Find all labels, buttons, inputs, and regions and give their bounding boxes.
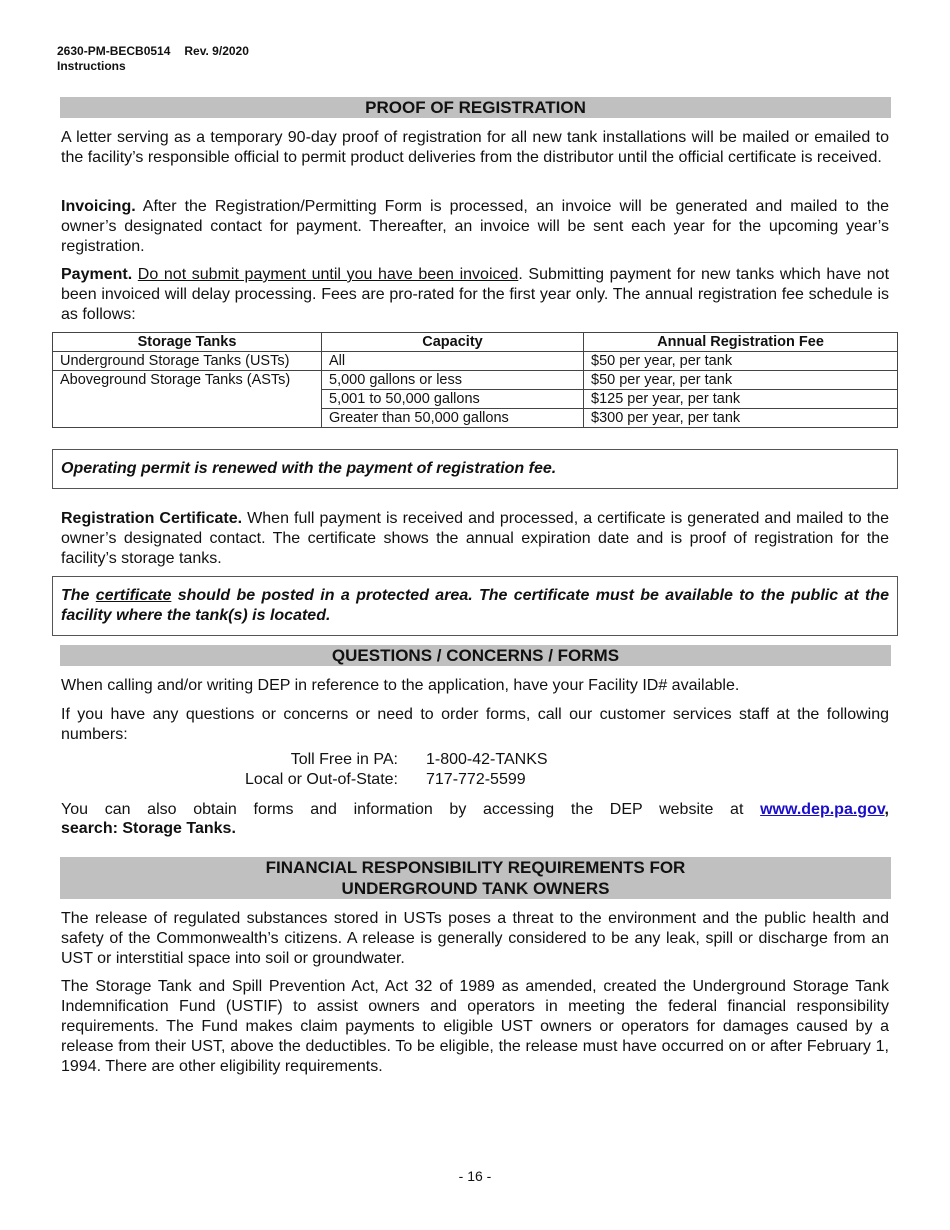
certificate-label: Registration Certificate. <box>61 510 243 527</box>
website-search-hint: search: Storage Tanks. <box>61 820 236 837</box>
website-pre: You can also obtain forms and information by accessing the DEP website at <box>61 801 761 818</box>
document-header <box>57 44 249 74</box>
ustif-paragraph: The Storage Tank and Spill Prevention Act, Act 32 of 1989 as amended, created the Underground Storage Tank Indemnification Fund (USTIF) to assist owners and operators in meeting the federal financial responsibility requirements. The Fund makes claim payments to eligible UST owners or operators for damages caused by a release from their UST, above the deductibles. To be eligible, the release must have occurred on or after February 1, 1994. There are other eligibility requirements. <box>61 978 889 1075</box>
section-title-line1: FINANCIAL RESPONSIBILITY REQUIREMENTS FOR <box>265 858 686 877</box>
facility-id-paragraph: When calling and/or writing DEP in reference to the application, have your Facility ID# available. <box>61 677 740 694</box>
payment-underlined: Do not submit payment until you have been invoiced <box>137 266 519 283</box>
page-number: - 16 - <box>458 1168 492 1184</box>
table-cell: All <box>322 352 584 371</box>
table-cell: Underground Storage Tanks (USTs) <box>53 352 322 371</box>
payment-text: . Submitting payment for new tanks which have not been invoiced will delay processing. Fees are pro-rated for the first year only. The annual registration fee schedule is as follows: <box>61 266 890 323</box>
table-cell: Aboveground Storage Tanks (ASTs) <box>53 371 322 390</box>
invoicing-paragraph <box>61 197 889 257</box>
phone-label-local: Local or Out-of-State: <box>245 771 398 788</box>
table-row <box>53 409 898 428</box>
certificate-paragraph <box>61 509 889 569</box>
table-header: Annual Registration Fee <box>584 333 898 352</box>
table-header: Storage Tanks <box>53 333 322 352</box>
posting-note <box>53 577 897 626</box>
table-cell: $50 per year, per tank <box>584 352 898 371</box>
phone-number-local[interactable]: 717-772-5599 <box>426 771 526 788</box>
release-paragraph: The release of regulated substances stored in USTs poses a threat to the environment and the public health and safety of the Commonwealth’s citizens. A release is generally considered to be any leak, spill or discharge from an UST or interstitial space into soil or groundwater. <box>61 910 889 967</box>
table-cell: $300 per year, per tank <box>584 409 898 428</box>
section-title-proof-of-registration: PROOF OF REGISTRATION <box>60 97 891 118</box>
section-title-questions: QUESTIONS / CONCERNS / FORMS <box>60 645 891 666</box>
table-cell: $125 per year, per tank <box>584 390 898 409</box>
form-id: 2630-PM-BECB0514 <box>57 44 171 58</box>
section-title-financial-responsibility <box>60 857 891 899</box>
phone-number-toll-free[interactable]: 1-800-42-TANKS <box>426 751 548 768</box>
website-paragraph: You can also obtain forms and information by accessing the DEP website at www.dep.pa.gov, <box>61 801 889 818</box>
posting-note-pre: The <box>61 587 96 604</box>
table-header-row <box>53 333 898 352</box>
phone-label-toll-free: Toll Free in PA: <box>290 751 398 768</box>
posting-note-post: should be posted in a protected area. The certificate must be available to the public at the facility where the tank(s) is located. <box>61 587 889 624</box>
questions-paragraph: If you have any questions or concerns or need to order forms, call our customer services staff at the following numbers: <box>61 706 889 743</box>
table-header: Capacity <box>322 333 584 352</box>
table-cell: $50 per year, per tank <box>584 371 898 390</box>
doc-type: Instructions <box>57 59 126 73</box>
posting-note-box <box>52 576 898 636</box>
table-row <box>53 352 898 371</box>
certificate-text: When full payment is received and processed, a certificate is generated and mailed to the owner’s designated contact. The certificate shows the annual expiration date and is proof of registration for the facility’s storage tanks. <box>61 510 890 567</box>
section-title-line2: UNDERGROUND TANK OWNERS <box>341 879 610 898</box>
invoicing-text: After the Registration/Permitting Form is processed, an invoice will be generated and mailed to the owner’s designated contact for payment. Thereafter, an invoice will be sent each year for the upcoming year’s registration. <box>61 198 889 255</box>
renewal-note: Operating permit is renewed with the payment of registration fee. <box>61 460 557 477</box>
table-cell: Greater than 50,000 gallons <box>322 409 584 428</box>
intro-paragraph: A letter serving as a temporary 90-day proof of registration for all new tank installations will be mailed or emailed to the facility’s responsible official to permit product deliveries from the distributor until the official certificate is received. <box>61 129 889 166</box>
posting-note-underlined: certificate <box>95 587 172 604</box>
payment-paragraph <box>61 265 889 325</box>
table-cell: 5,001 to 50,000 gallons <box>322 390 584 409</box>
renewal-note-box <box>52 449 898 489</box>
fee-schedule-table <box>52 332 898 428</box>
dep-website-link[interactable]: www.dep.pa.gov <box>760 801 885 818</box>
table-cell: 5,000 gallons or less <box>322 371 584 390</box>
table-row <box>53 371 898 390</box>
payment-label: Payment. <box>61 266 133 283</box>
invoicing-label: Invoicing. <box>61 198 136 215</box>
revision: Rev. 9/2020 <box>184 44 249 58</box>
table-cell <box>53 390 322 409</box>
table-row <box>53 390 898 409</box>
table-cell <box>53 409 322 428</box>
